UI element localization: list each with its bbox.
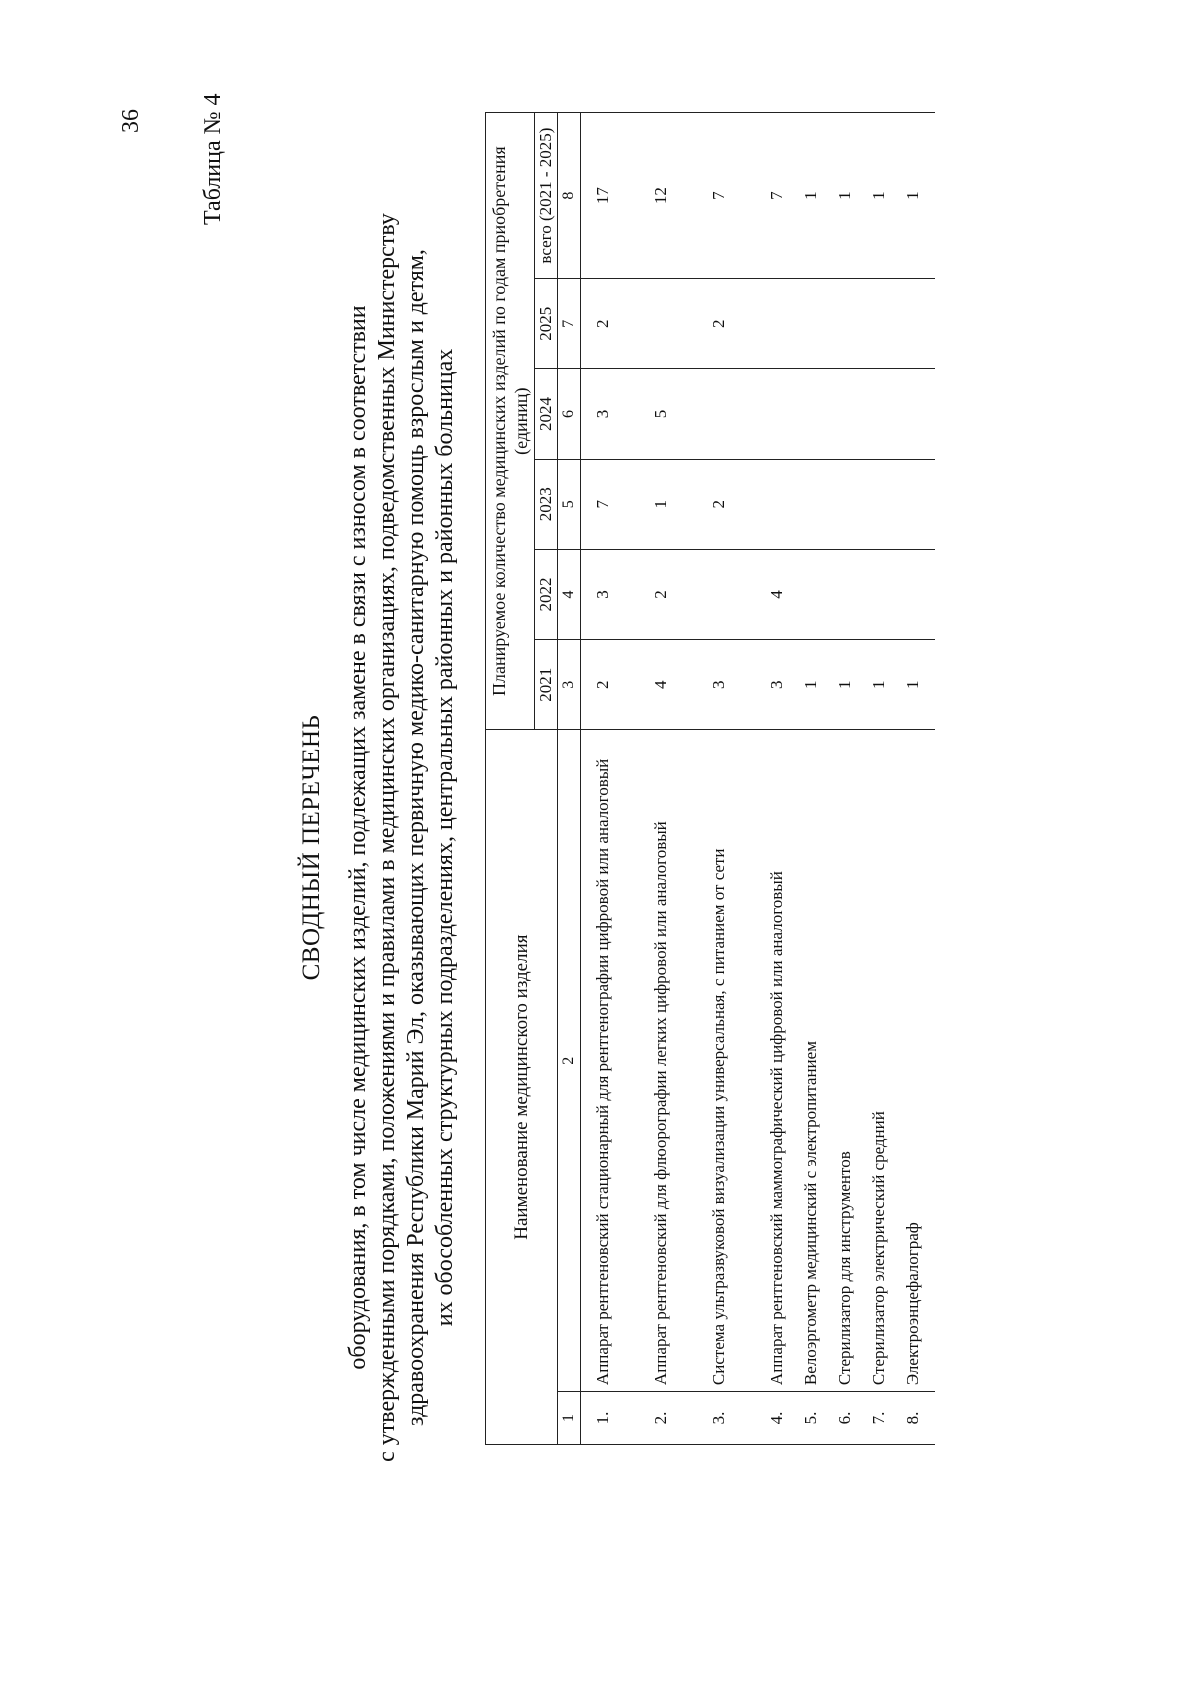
value-2021: 4	[649, 640, 707, 730]
row-number: 1.	[581, 1392, 650, 1445]
value-2022: 2	[649, 549, 707, 639]
value-2022: 3	[581, 549, 650, 639]
value-2024	[867, 369, 901, 459]
column-index: 1	[558, 1392, 581, 1445]
item-name: Аппарат рентгеновский маммографический цифровой или аналоговый	[765, 730, 799, 1392]
header-year: 2023	[535, 459, 558, 549]
column-index: 3	[558, 640, 581, 730]
value-2023	[833, 459, 867, 549]
column-index: 5	[558, 459, 581, 549]
value-2024: 5	[649, 369, 707, 459]
table-row	[867, 113, 901, 1445]
value-total: 17	[581, 113, 650, 279]
table-row	[649, 113, 707, 1445]
header-total: всего (2021 - 2025)	[535, 113, 558, 279]
value-2025	[833, 279, 867, 369]
header-item-name: Наименование медицинского изделия	[486, 730, 558, 1445]
row-number: 8.	[901, 1392, 935, 1445]
subtitle-line: оборудования, в том числе медицинских изделий, подлежащих замене в связи с износом в соответствии	[345, 305, 371, 1370]
value-2021: 2	[581, 640, 650, 730]
column-index: 2	[558, 730, 581, 1392]
value-2025	[867, 279, 901, 369]
item-name: Система ультразвуковой визуализации универсальная, с питанием от сети	[707, 730, 765, 1392]
table-row	[799, 113, 833, 1445]
value-2024	[707, 369, 765, 459]
value-2021: 1	[833, 640, 867, 730]
row-number: 3.	[707, 1392, 765, 1445]
value-2023	[799, 459, 833, 549]
header-year: 2021	[535, 640, 558, 730]
value-total: 1	[833, 113, 867, 279]
item-name: Стерилизатор для инструментов	[833, 730, 867, 1392]
value-total: 1	[901, 113, 935, 279]
document-title: СВОДНЫЙ ПЕРЕЧЕНЬ	[298, 714, 325, 981]
item-name: Стерилизатор электрический средний	[867, 730, 901, 1392]
value-total: 1	[799, 113, 833, 279]
value-total: 7	[765, 113, 799, 279]
table-row	[707, 113, 765, 1445]
value-2021: 3	[707, 640, 765, 730]
item-name: Аппарат рентгеновский стационарный для рентгенографии цифровой или аналоговый	[581, 730, 650, 1392]
value-2025	[901, 279, 935, 369]
value-2021: 1	[799, 640, 833, 730]
column-index: 8	[558, 113, 581, 279]
column-index: 7	[558, 279, 581, 369]
row-number: 5.	[799, 1392, 833, 1445]
value-2022	[901, 549, 935, 639]
value-2021: 3	[765, 640, 799, 730]
value-2023: 7	[581, 459, 650, 549]
subtitle-line: здравоохранения Республики Марий Эл, оказывающих первичную медико-санитарную помощь взрослым и детям,	[403, 249, 429, 1426]
value-2024	[799, 369, 833, 459]
value-2025	[649, 279, 707, 369]
row-number: 2.	[649, 1392, 707, 1445]
value-2022	[867, 549, 901, 639]
item-name: Электроэнцефалограф	[901, 730, 935, 1392]
value-2023: 1	[649, 459, 707, 549]
row-number: 6.	[833, 1392, 867, 1445]
value-2021: 1	[867, 640, 901, 730]
subtitle-line: с утвержденными порядками, положениями и правилами в медицинских организациях, подведомственных Министерству	[374, 213, 400, 1462]
value-2022	[707, 549, 765, 639]
value-2022	[833, 549, 867, 639]
value-2025	[765, 279, 799, 369]
header-year: 2022	[535, 549, 558, 639]
table-row	[901, 113, 935, 1445]
value-2023	[765, 459, 799, 549]
page-number: 36	[118, 109, 144, 133]
table-row	[765, 113, 799, 1445]
table-row	[833, 113, 867, 1445]
value-2025	[799, 279, 833, 369]
table-row	[581, 113, 650, 1445]
value-2022	[799, 549, 833, 639]
item-name: Велоэргометр медицинский с электропитанием	[799, 730, 833, 1392]
value-2024	[765, 369, 799, 459]
value-2024: 3	[581, 369, 650, 459]
value-2022: 4	[765, 549, 799, 639]
value-2023	[901, 459, 935, 549]
column-index: 6	[558, 369, 581, 459]
equipment-table	[485, 112, 935, 1445]
header-planned-quantity: Планируемое количество медицинских изделий по годам приобретения (единиц)	[486, 113, 535, 730]
document-subtitle	[344, 120, 460, 1555]
subtitle-line: их обособленных структурных подразделениях, центральных районных и районных больницах	[432, 348, 458, 1327]
value-2024	[833, 369, 867, 459]
value-total: 1	[867, 113, 901, 279]
value-2025: 2	[707, 279, 765, 369]
value-total: 12	[649, 113, 707, 279]
table-label: Таблица № 4	[200, 93, 226, 225]
item-name: Аппарат рентгеновский для флюорографии легких цифровой или аналоговый	[649, 730, 707, 1392]
header-year: 2025	[535, 279, 558, 369]
value-2023	[867, 459, 901, 549]
value-total: 7	[707, 113, 765, 279]
row-number: 7.	[867, 1392, 901, 1445]
row-number: 4.	[765, 1392, 799, 1445]
value-2025: 2	[581, 279, 650, 369]
value-2024	[901, 369, 935, 459]
value-2023: 2	[707, 459, 765, 549]
value-2021: 1	[901, 640, 935, 730]
column-index: 4	[558, 549, 581, 639]
header-year: 2024	[535, 369, 558, 459]
